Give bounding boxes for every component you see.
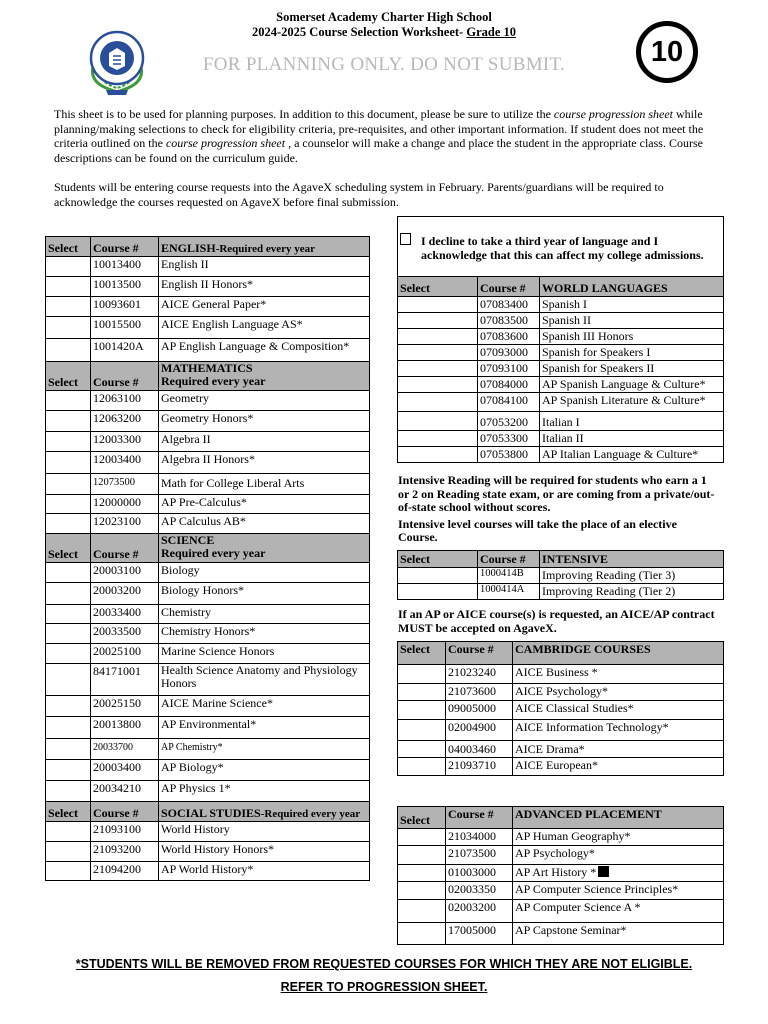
select-cell[interactable] [46, 781, 91, 802]
worksheet-title [180, 25, 588, 40]
course-name: AICE Business * [513, 665, 724, 684]
select-cell[interactable] [46, 862, 91, 881]
select-cell[interactable] [46, 717, 91, 739]
course-name: AP Psychology* [513, 846, 724, 865]
course-code: 20003100 [91, 563, 159, 583]
progression-sheet-reference: REFER TO PROGRESSION SHEET. [280, 980, 488, 994]
english-header [159, 237, 370, 257]
language-decline-box [397, 216, 724, 278]
world-languages-header: WORLD LANGUAGES [540, 277, 724, 297]
select-cell[interactable] [46, 317, 91, 339]
course-code: 02003350 [446, 882, 513, 900]
select-cell[interactable] [46, 563, 91, 583]
select-cell[interactable] [398, 431, 478, 447]
course-code: 84171001 [91, 664, 159, 696]
course-name: AP Human Geography* [513, 829, 724, 846]
select-cell[interactable] [398, 393, 478, 412]
course-code: 07083400 [478, 297, 540, 313]
social-note: -Required every year [260, 808, 361, 820]
course-code: 10013400 [91, 257, 159, 277]
select-cell[interactable] [398, 758, 446, 776]
school-name: Somerset Academy Charter High School [276, 10, 492, 24]
select-cell[interactable] [46, 297, 91, 317]
planning-notice: FOR PLANNING ONLY. DO NOT SUBMIT. [202, 54, 566, 75]
select-cell[interactable] [398, 329, 478, 345]
social-title: SOCIAL STUDIES [161, 806, 261, 820]
science-header [159, 534, 370, 563]
course-num-header: Course # [478, 551, 540, 568]
select-cell[interactable] [46, 583, 91, 605]
course-name: AP Spanish Literature & Culture* [540, 393, 724, 412]
select-cell[interactable] [46, 391, 91, 411]
advanced-placement-table [397, 806, 724, 945]
select-cell[interactable] [398, 447, 478, 463]
select-header: Select [398, 807, 446, 829]
course-code: 1000414A [478, 584, 540, 600]
course-name: Algebra II [159, 432, 370, 452]
course-name-cell [513, 865, 724, 882]
intro-text-c: , a counselor will make a change and place the student in the appropriate class. Course descriptions can be found on the curriculum guide. [54, 136, 703, 165]
decline-checkbox[interactable] [400, 233, 411, 245]
select-header: Select [46, 237, 91, 257]
course-name: Biology [159, 563, 370, 583]
select-cell[interactable] [46, 696, 91, 717]
course-code: 20033500 [91, 624, 159, 644]
course-code: 07084000 [478, 377, 540, 393]
course-name: AICE Marine Science* [159, 696, 370, 717]
select-cell[interactable] [398, 665, 446, 684]
grade-label: Grade 10 [466, 25, 516, 39]
course-code: 21093710 [446, 758, 513, 776]
select-cell[interactable] [46, 474, 91, 495]
intro-progression-sheet-1: course progression sheet [553, 107, 674, 121]
course-name: Italian II [540, 431, 724, 447]
select-cell[interactable] [398, 923, 446, 945]
course-name: AICE Drama* [513, 741, 724, 758]
select-cell[interactable] [398, 313, 478, 329]
select-cell[interactable] [398, 684, 446, 701]
course-code: 07083500 [478, 313, 540, 329]
select-cell[interactable] [46, 411, 91, 432]
course-name: AICE European* [513, 758, 724, 776]
course-code: 20033400 [91, 605, 159, 624]
intensive-table [397, 550, 724, 600]
world-languages-table [397, 276, 724, 463]
course-name: AP Italian Language & Culture* [540, 447, 724, 463]
course-code: 21073600 [446, 684, 513, 701]
select-cell[interactable] [46, 664, 91, 696]
course-code: 20003200 [91, 583, 159, 605]
course-name: AICE General Paper* [159, 297, 370, 317]
course-code: 12003400 [91, 452, 159, 474]
course-code: 12073500 [91, 474, 159, 495]
select-cell[interactable] [398, 377, 478, 393]
course-name: Improving Reading (Tier 3) [540, 568, 724, 584]
course-code: 1001420A [91, 339, 159, 362]
course-code: 10013500 [91, 277, 159, 297]
course-code: 07093000 [478, 345, 540, 361]
select-cell[interactable] [46, 432, 91, 452]
course-name: AP Chemistry* [159, 739, 370, 760]
course-name: Health Science Anatomy and Physiology Honors [159, 664, 370, 696]
course-name: AICE Psychology* [513, 684, 724, 701]
school-seal-icon [82, 26, 152, 96]
course-name: Italian I [540, 412, 724, 431]
black-square-icon [598, 866, 609, 877]
english-title: ENGLISH [161, 241, 216, 255]
course-name: AP Calculus AB* [159, 514, 370, 534]
course-name: English II [159, 257, 370, 277]
select-cell[interactable] [398, 829, 446, 846]
cambridge-header: CAMBRIDGE COURSES [513, 642, 724, 665]
intro-text-a: This sheet is to be used for planning purposes. In addition to this document, please be sure to utilize the [54, 107, 554, 121]
course-code: 04003460 [446, 741, 513, 758]
course-num-header: Course # [91, 362, 159, 391]
course-code: 20034210 [91, 781, 159, 802]
course-code: 12003300 [91, 432, 159, 452]
course-code: 21023240 [446, 665, 513, 684]
course-code: 21094200 [91, 862, 159, 881]
select-header: Select [398, 551, 478, 568]
course-name: Biology Honors* [159, 583, 370, 605]
course-code: 20013800 [91, 717, 159, 739]
course-name: AP English Language & Composition* [159, 339, 370, 362]
course-name: AP World History* [159, 862, 370, 881]
course-code: 07084100 [478, 393, 540, 412]
intensive-elective-note: Intensive level courses will take the place of an elective Course. [398, 516, 677, 544]
course-code: 21034000 [446, 829, 513, 846]
select-cell[interactable] [398, 297, 478, 313]
course-code: 12000000 [91, 495, 159, 514]
course-code: 07053800 [478, 447, 540, 463]
course-num-header: Course # [446, 642, 513, 665]
course-name: Spanish II [540, 313, 724, 329]
course-name: Marine Science Honors [159, 644, 370, 664]
intro-progression-sheet-2: course progression sheet [165, 136, 286, 151]
course-name: Spanish for Speakers II [540, 361, 724, 377]
course-num-header: Course # [446, 807, 513, 829]
course-name: AP Art History * [515, 865, 597, 879]
course-code: 10015500 [91, 317, 159, 339]
course-code: 21073500 [446, 846, 513, 865]
course-num-header: Course # [91, 534, 159, 563]
course-code: 12023100 [91, 514, 159, 534]
select-cell[interactable] [398, 584, 478, 600]
select-cell[interactable] [46, 452, 91, 474]
intensive-header: INTENSIVE [540, 551, 724, 568]
select-cell[interactable] [46, 257, 91, 277]
select-cell[interactable] [46, 822, 91, 842]
course-code: 09005000 [446, 701, 513, 720]
course-code: 07093100 [478, 361, 540, 377]
course-code: 20033700 [91, 739, 159, 760]
course-name: AICE Classical Studies* [513, 701, 724, 720]
select-header: Select [46, 534, 91, 563]
course-name: Geometry [159, 391, 370, 411]
course-name: Spanish III Honors [540, 329, 724, 345]
intro-paragraph [54, 107, 714, 165]
course-name: English II Honors* [159, 277, 370, 297]
select-cell[interactable] [46, 277, 91, 297]
select-cell[interactable] [46, 842, 91, 862]
course-code: 20003400 [91, 760, 159, 781]
aice-ap-contract-note: If an AP or AICE course(s) is requested, an AICE/AP contract MUST be accepted on AgaveX. [398, 607, 715, 635]
eligibility-warning: *STUDENTS WILL BE REMOVED FROM REQUESTED COURSES FOR WHICH THEY ARE NOT ELIGIBLE. [75, 957, 693, 971]
english-note: -Required every year [215, 243, 316, 255]
math-note: Required every year [161, 374, 266, 388]
course-code: 12063200 [91, 411, 159, 432]
course-name: Improving Reading (Tier 2) [540, 584, 724, 600]
agavex-paragraph: Students will be entering course requests into the AgaveX scheduling system in February. Parents/guardians will be required to acknowledge the courses requested on AgaveX before final submission. [54, 180, 664, 209]
math-title: MATHEMATICS [161, 361, 253, 375]
course-name: AICE English Language AS* [159, 317, 370, 339]
select-cell[interactable] [46, 605, 91, 624]
course-name: AP Physics 1* [159, 781, 370, 802]
course-name: Chemistry [159, 605, 370, 624]
select-cell[interactable] [398, 900, 446, 923]
course-name: AP Spanish Language & Culture* [540, 377, 724, 393]
course-name: AP Biology* [159, 760, 370, 781]
intensive-requirement: Intensive Reading will be required for students who earn a 1 or 2 on Reading state exam, or are coming from a private/out-of-state school without scores. [398, 473, 715, 514]
select-cell[interactable] [46, 339, 91, 362]
course-name: AP Computer Science A * [513, 900, 724, 923]
course-code: 21093100 [91, 822, 159, 842]
course-name: AP Computer Science Principles* [513, 882, 724, 900]
course-name: AICE Information Technology* [513, 720, 724, 741]
course-num-header: Course # [91, 802, 159, 822]
course-code: 07053300 [478, 431, 540, 447]
grade-badge: 10 [636, 21, 698, 83]
cambridge-table [397, 641, 724, 776]
select-header: Select [398, 642, 446, 665]
science-note: Required every year [161, 546, 266, 560]
course-code: 10093601 [91, 297, 159, 317]
select-cell[interactable] [46, 760, 91, 781]
social-header [159, 802, 370, 822]
math-header [159, 362, 370, 391]
course-name: Spanish for Speakers I [540, 345, 724, 361]
course-code: 12063100 [91, 391, 159, 411]
select-cell[interactable] [398, 882, 446, 900]
select-cell[interactable] [46, 739, 91, 760]
course-code: 20025150 [91, 696, 159, 717]
course-num-header: Course # [91, 237, 159, 257]
select-cell[interactable] [398, 741, 446, 758]
course-name: Spanish I [540, 297, 724, 313]
course-num-header: Course # [478, 277, 540, 297]
course-code: 17005000 [446, 923, 513, 945]
course-code: 21093200 [91, 842, 159, 862]
page-header [0, 8, 768, 88]
select-cell[interactable] [398, 345, 478, 361]
science-title: SCIENCE [161, 533, 215, 547]
select-cell[interactable] [46, 495, 91, 514]
course-name: World History Honors* [159, 842, 370, 862]
core-courses-table [45, 236, 370, 881]
select-cell[interactable] [398, 568, 478, 584]
select-cell[interactable] [398, 701, 446, 720]
select-cell[interactable] [46, 644, 91, 664]
select-cell[interactable] [398, 412, 478, 431]
course-name: Chemistry Honors* [159, 624, 370, 644]
select-cell[interactable] [46, 624, 91, 644]
select-cell[interactable] [398, 846, 446, 865]
course-code: 07053200 [478, 412, 540, 431]
course-name: AP Environmental* [159, 717, 370, 739]
course-code: 07083600 [478, 329, 540, 345]
select-header: Select [398, 277, 478, 297]
course-code: 20025100 [91, 644, 159, 664]
select-cell[interactable] [46, 514, 91, 534]
select-header: Select [46, 362, 91, 391]
select-header: Select [46, 802, 91, 822]
course-name: AP Capstone Seminar* [513, 923, 724, 945]
course-name: AP Pre-Calculus* [159, 495, 370, 514]
select-cell[interactable] [398, 720, 446, 741]
course-code: 02003200 [446, 900, 513, 923]
select-cell[interactable] [398, 361, 478, 377]
course-name: World History [159, 822, 370, 842]
course-name: Geometry Honors* [159, 411, 370, 432]
course-name: Algebra II Honors* [159, 452, 370, 474]
course-code: 02004900 [446, 720, 513, 741]
intro-text-b: while planning/making selections to check for eligibility criteria, pre-requisites, and other important information. If student does not meet the criteria outlined on the [54, 107, 704, 151]
ap-header: ADVANCED PLACEMENT [513, 807, 724, 829]
decline-text: I decline to take a third year of language and I acknowledge that this can affect my college admissions. [421, 234, 704, 262]
intensive-note [398, 474, 718, 545]
course-code: 01003000 [446, 865, 513, 882]
select-cell[interactable] [398, 865, 446, 882]
course-name: Math for College Liberal Arts [159, 474, 370, 495]
worksheet-title-prefix: 2024-2025 Course Selection Worksheet- [252, 25, 467, 39]
course-code: 1000414B [478, 568, 540, 584]
